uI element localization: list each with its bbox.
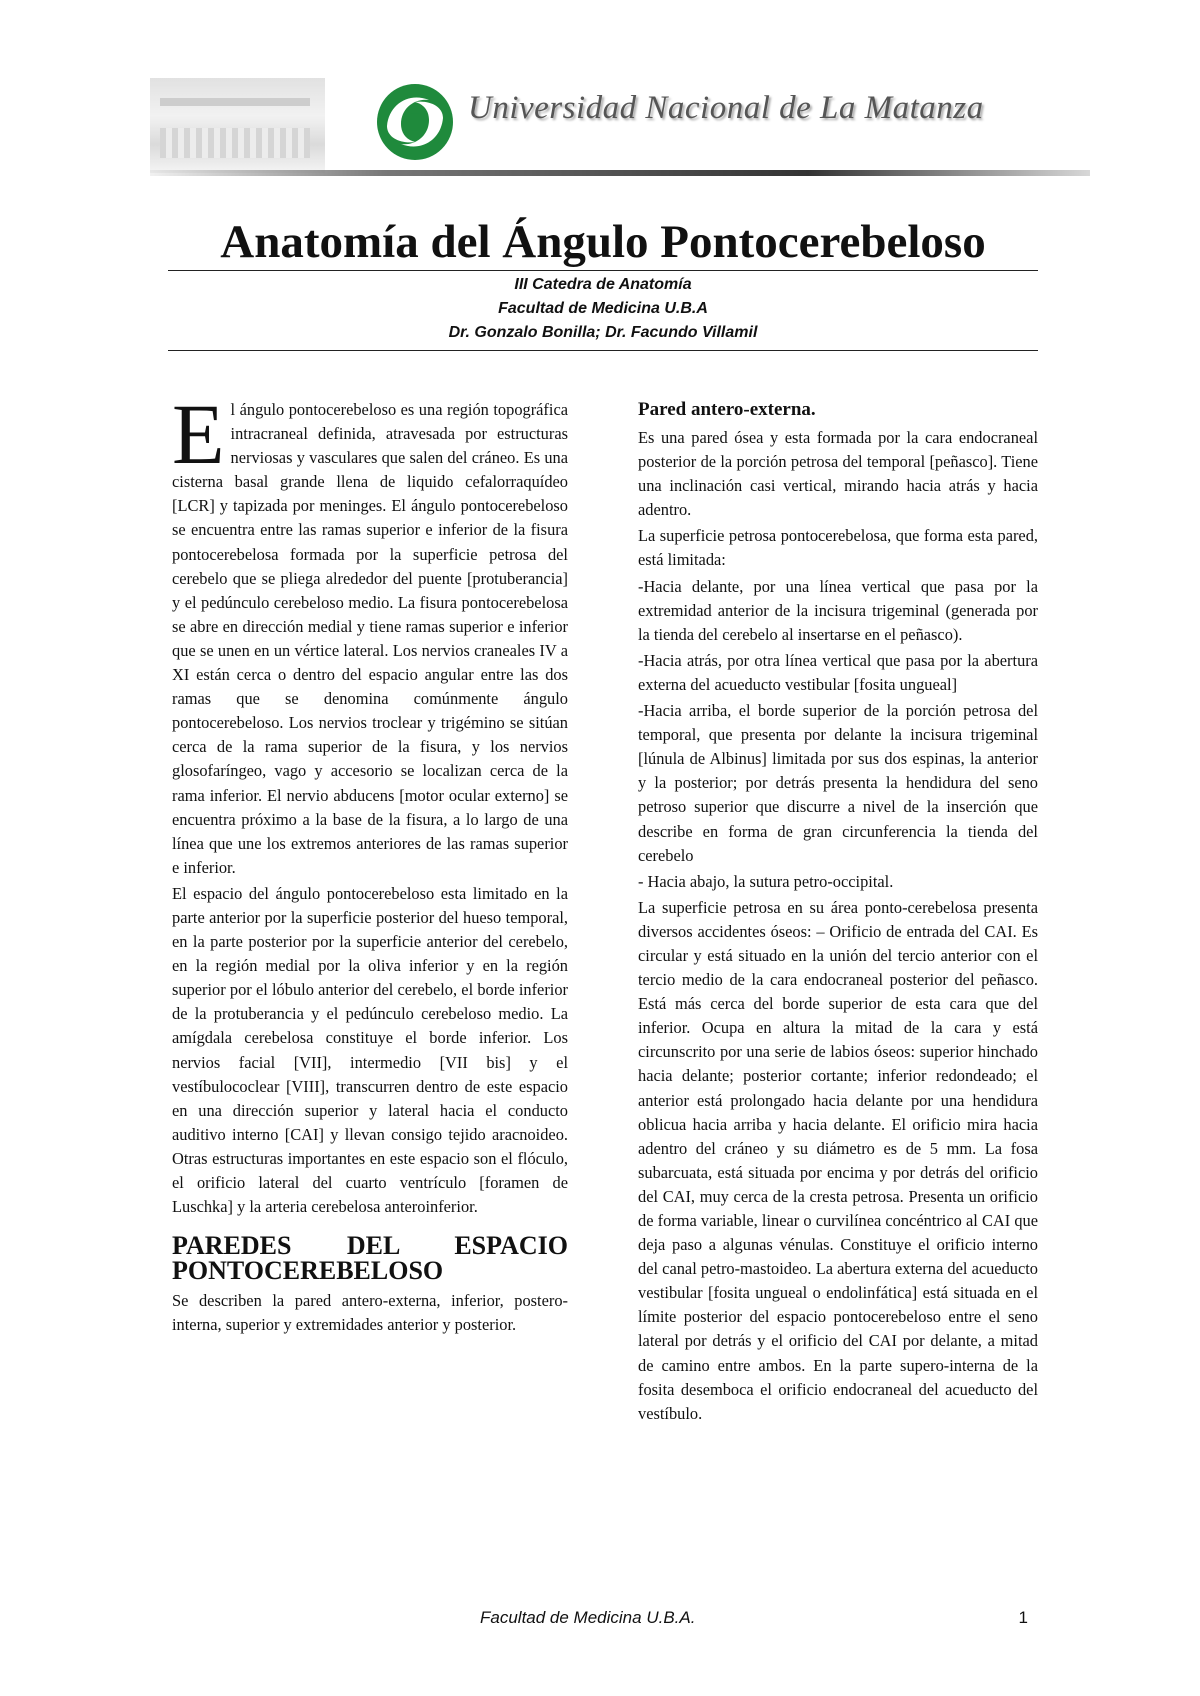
university-logo-icon	[375, 82, 455, 162]
title-rule-top	[168, 270, 1038, 271]
intro-paragraph	[172, 386, 568, 880]
building-photo	[150, 78, 325, 173]
limits-paragraph: El espacio del ángulo pontocerebeloso esta limitado en la parte anterior por la superficie posterior del hueso temporal, en la parte posterior por la superficie anterior del cerebelo, en la región medial por la oliva inferior y en la región superior por el lóbulo anterior del cerebelo, el borde inferior de la protuberancia y el pedúnculo cerebeloso medio. La amígdala cerebelosa constituye el borde inferior. Los nervios facial [VII], intermedio [VII bis] y el vestíbulococlear [VIII], transcurren dentro de este espacio en una dirección superior y lateral hacia el conducto auditivo interno [CAI] y llevan consigo tejido aracnoideo. Otras estructuras importantes en este espacio son el flóculo, el orificio lateral del cuarto ventrículo [foramen de Luschka] y la arteria cerebelosa anteroinferior.	[172, 883, 568, 1217]
paragraph: Es una pared ósea y esta formada por la cara endocraneal posterior de la porción petrosa del temporal [peñasco]. Tiene una inclinación casi vertical, mirando hacia atrás y hacia adentro.	[638, 428, 1038, 520]
page-number: 1	[1018, 1608, 1028, 1627]
paragraph: -Hacia delante, por una línea vertical que pasa por la extremidad anterior de la incisura trigeminal (generada por la tienda del cerebelo al insertarse en el peñasco).	[638, 576, 1038, 644]
subsection-heading: Pared antero-externa.	[638, 399, 816, 420]
section-paragraph: Se describen la pared antero-externa, inferior, postero-interna, superior y extremidades anterior y posterior.	[172, 1291, 568, 1335]
drop-cap: E	[172, 386, 225, 482]
paragraph: - Hacia abajo, la sutura petro-occipital.	[638, 871, 894, 891]
title-rule-bottom	[168, 350, 1038, 351]
intro-text: l ángulo pontocerebeloso es una región topográfica intracraneal definida, atravesada por estructuras nerviosas y vasculares que salen del cráneo. Es una cisterna basal grande llena de liquido cefalorraquídeo [LCR] y tapizada por meninges. El ángulo pontocerebeloso se encuentra entre las ramas superior e inferior de la fisura pontocerebelosa formada por la superficie petrosa del cerebelo que se pliega alrededor del puente [protuberancia] y el pedúnculo cerebeloso medio. La fisura pontocerebelosa se abre en dirección medial y tiene ramas superior e inferior que se unen en un vértice lateral. Los nervios craneales IV a XI están cerca o dentro del espacio angular entre las dos ramas que se denomina comúnmente ángulo pontocerebeloso. Los nervios troclear y trigémino se sitúan cerca de la rama superior de la fisura, y los nervios glosofaríngeo, vago y accesorio se localizan cerca de la rama inferior. El nervio abducens [motor ocular externo] se encuentra próximo a la base de la fisura, a lo largo de una línea que une los extremos anteriores de las ramas superior e inferior.	[172, 400, 568, 877]
left-column	[172, 386, 568, 1339]
paragraph: La superficie petrosa pontocerebelosa, que forma esta pared, está limitada:	[638, 526, 1038, 570]
paragraph: -Hacia arriba, el borde superior de la porción petrosa del temporal, que presenta por delante la incisura trigeminal [lúnula de Albinus] limitada por sus dos espinas, la anterior y la posterior; por detrás presenta la hendidura del seno petroso superior que discurre a nivel de la inserción que describe en forma de gran circunferencia la tienda del cerebelo	[638, 701, 1038, 865]
paragraph: La superficie petrosa en su área ponto-cerebelosa presenta diversos accidentes óseos: – Orificio de entrada del CAI. Es circular y está situado en la unión del tercio anterior con el tercio medio de la cara endocraneal posterior del peñasco. Está más cerca del borde superior de esta cara que del inferior. Ocupa en altura la mitad de la cara y está circunscrito por una serie de labios óseos: superior hinchado hacia delante; posterior cortante; inferior redondeado; el anterior está prolongado hacia delante por una hendidura oblicua hacia arriba y hacia delante. El orificio mira hacia adentro del cráneo y su diámetro es de 5 mm. La fosa subarcuata, está situada por encima y por detrás del orificio del CAI, muy cerca de la cresta petrosa. Presenta un orificio de forma variable, linear o curvilínea concéntrico al CAI que deja paso a algunas vénulas. Constituye el orificio interno del canal petro-mastoideo. La abertura externa del acueducto vestibular [fosita ungueal o endolinfática] está situada en el límite posterior del espacio pontocerebeloso entre el seno lateral por detrás y el orificio del CAI por delante, a mitad de camino entre ambos. En la parte supero-interna de la fosita desemboca el orificio endocraneal del acueducto del vestíbulo.	[638, 897, 1038, 1423]
header-banner	[150, 70, 1090, 180]
subtitle-chair: III Catedra de Anatomía	[514, 276, 692, 293]
document-title: Anatomía del Ángulo Pontocerebeloso	[220, 216, 986, 268]
right-column	[638, 398, 1038, 1428]
subtitle-faculty: Facultad de Medicina U.B.A	[498, 300, 708, 317]
footer-text: Facultad de Medicina U.B.A.	[480, 1608, 696, 1627]
banner-divider	[150, 170, 1090, 176]
section-heading: PAREDES DEL ESPACIO PONTOCEREBELOSO	[172, 1231, 568, 1286]
paragraph: -Hacia atrás, por otra línea vertical que pasa por la abertura externa del acueducto vestibular [fosita ungueal]	[638, 650, 1038, 694]
subtitle-authors: Dr. Gonzalo Bonilla; Dr. Facundo Villamil	[448, 324, 758, 341]
university-name: Universidad Nacional de La Matanza	[468, 90, 984, 126]
